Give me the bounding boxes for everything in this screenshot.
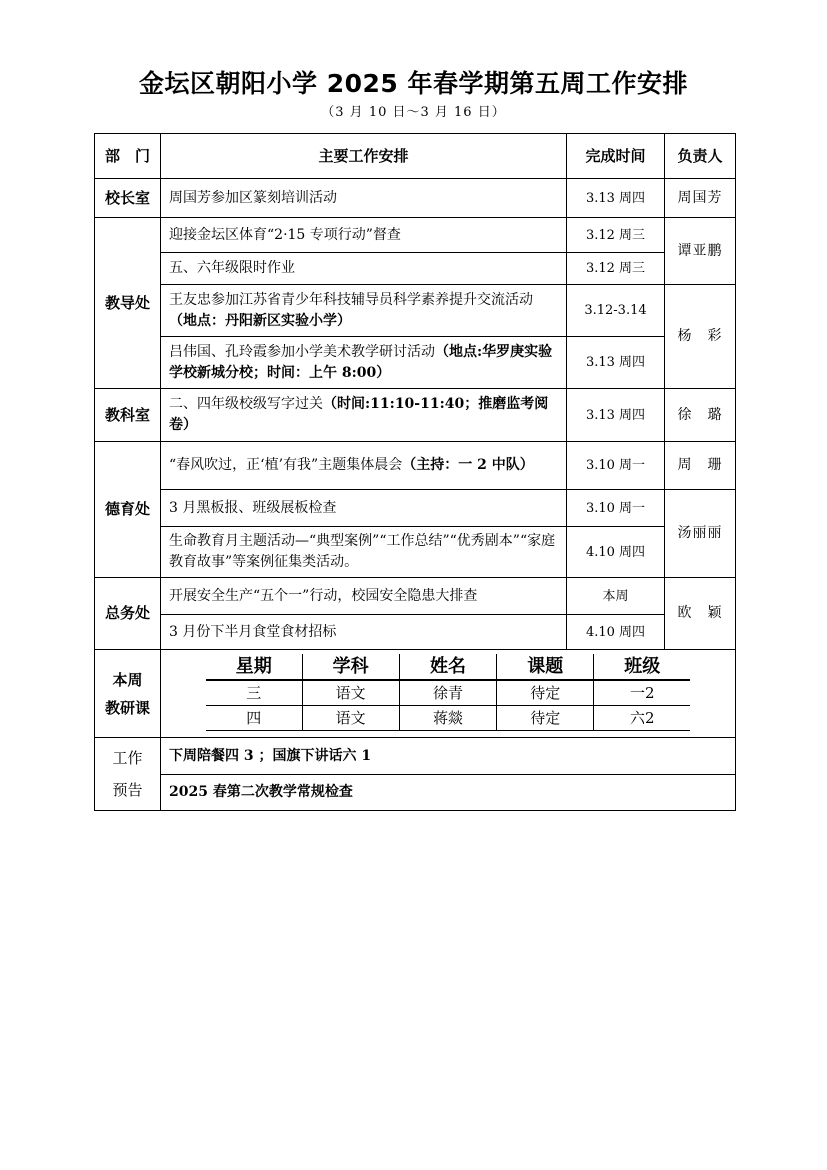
task-cell	[161, 442, 567, 490]
task-cell	[161, 285, 567, 337]
sub-cell: 语文	[302, 706, 399, 731]
sub-cell: 六2	[594, 706, 690, 731]
sub-table-row	[206, 680, 690, 706]
table-row	[95, 527, 736, 578]
time-cell: 3.13 周四	[567, 179, 665, 218]
sub-header-cell: 星期	[206, 654, 302, 680]
task-text: 二、四年级校级写字过关	[169, 396, 323, 412]
dept-line: 教研课	[104, 698, 150, 717]
dept-research: 教科室	[95, 389, 161, 442]
person-cell: 徐 璐	[665, 389, 736, 442]
header-person: 负责人	[665, 134, 736, 179]
sub-header-cell: 学科	[302, 654, 399, 680]
sub-cell: 四	[206, 706, 302, 731]
research-class-table	[206, 654, 690, 731]
page-title: 金坛区朝阳小学 2025 年春学期第五周工作安排	[139, 69, 688, 98]
table-row	[95, 738, 736, 775]
header-time: 完成时间	[567, 134, 665, 179]
sub-header-cell: 课题	[497, 654, 594, 680]
table-row	[95, 650, 736, 738]
sub-cell: 三	[206, 680, 302, 706]
sub-cell: 蒋燚	[399, 706, 496, 731]
table-row	[95, 285, 736, 337]
task-note: （地点:华罗庚实验学校新城分校；时间：上午 8:00）	[169, 343, 553, 381]
header-row	[95, 134, 736, 179]
dept-general: 总务处	[95, 578, 161, 650]
task-note: （地点：丹阳新区实验小学）	[169, 312, 351, 329]
time-cell: 3.12-3.14	[567, 285, 665, 337]
task-cell: 周国芳参加区篆刻培训活动	[161, 179, 567, 218]
task-cell: 生命教育月主题活动—“典型案例”“工作总结”“优秀剧本”“家庭教育故事”等案例征集类活动。	[161, 527, 567, 578]
task-text: 王友忠参加江苏省青少年科技辅导员科学素养提升交流活动	[169, 291, 533, 308]
time-cell: 3.13 周四	[567, 389, 665, 442]
table-row	[95, 179, 736, 218]
task-cell: 五、六年级限时作业	[161, 253, 567, 285]
sub-table-row	[206, 706, 690, 731]
time-cell: 3.12 周三	[567, 218, 665, 253]
dept-academic: 教导处	[95, 218, 161, 389]
table-row	[95, 490, 736, 527]
sub-header-cell: 姓名	[399, 654, 496, 680]
person-cell: 杨 彩	[665, 285, 736, 389]
person-cell: 谭亚鹏	[665, 218, 736, 285]
sub-cell: 语文	[302, 680, 399, 706]
sub-cell: 一2	[594, 680, 690, 706]
time-cell: 3.10 周一	[567, 490, 665, 527]
task-note: （时间:11:10-11:40；推磨监考阅卷）	[169, 396, 549, 433]
preview-line: 2025 春第二次教学常规检查	[161, 775, 736, 811]
dept-preview	[95, 738, 161, 811]
task-cell: 迎接金坛区体育“2·15 专项行动”督查	[161, 218, 567, 253]
time-cell: 本周	[567, 578, 665, 615]
task-cell: 开展安全生产“五个一”行动，校园安全隐患大排查	[161, 578, 567, 615]
dept-line: 预告	[112, 781, 143, 799]
schedule-table	[94, 133, 736, 811]
task-text: “春风吹过，正‘植’有我”主题集体晨会	[169, 457, 403, 473]
date-range: （3 月 10 日～3 月 16 日）	[321, 105, 506, 120]
time-cell: 3.13 周四	[567, 337, 665, 389]
table-row	[95, 389, 736, 442]
table-row	[95, 442, 736, 490]
time-cell: 4.10 周四	[567, 615, 665, 650]
header-dept: 部 门	[95, 134, 161, 179]
table-row	[95, 578, 736, 615]
person-cell: 汤丽丽	[665, 490, 736, 578]
task-cell: 3 月份下半月食堂食材招标	[161, 615, 567, 650]
table-row	[95, 337, 736, 389]
table-row	[95, 218, 736, 253]
table-row	[95, 775, 736, 811]
time-cell: 3.12 周三	[567, 253, 665, 285]
dept-teaching-research	[95, 650, 161, 738]
sub-cell: 徐青	[399, 680, 496, 706]
task-cell: 3 月黑板报、班级展板检查	[161, 490, 567, 527]
sub-cell: 待定	[497, 706, 594, 731]
time-cell: 4.10 周四	[567, 527, 665, 578]
task-cell	[161, 337, 567, 389]
table-row	[95, 615, 736, 650]
preview-line: 下周陪餐四 3 ；国旗下讲话六 1	[161, 738, 736, 775]
task-text: 吕伟国、孔玲霞参加小学美术教学研讨活动	[169, 343, 435, 360]
dept-line: 工作	[112, 749, 143, 767]
sub-cell: 待定	[497, 680, 594, 706]
person-cell: 周 珊	[665, 442, 736, 490]
person-cell: 周国芳	[665, 179, 736, 218]
task-note: （主持：一 2 中队）	[402, 457, 534, 473]
sub-header-row	[206, 654, 690, 680]
task-cell	[161, 389, 567, 442]
dept-line: 本周	[112, 670, 143, 689]
time-cell: 3.10 周一	[567, 442, 665, 490]
research-class-cell	[161, 650, 736, 738]
header-task: 主要工作安排	[161, 134, 567, 179]
dept-principal: 校长室	[95, 179, 161, 218]
sub-header-cell: 班级	[594, 654, 690, 680]
person-cell: 欧 颖	[665, 578, 736, 650]
dept-moral: 德育处	[95, 442, 161, 578]
table-row	[95, 253, 736, 285]
